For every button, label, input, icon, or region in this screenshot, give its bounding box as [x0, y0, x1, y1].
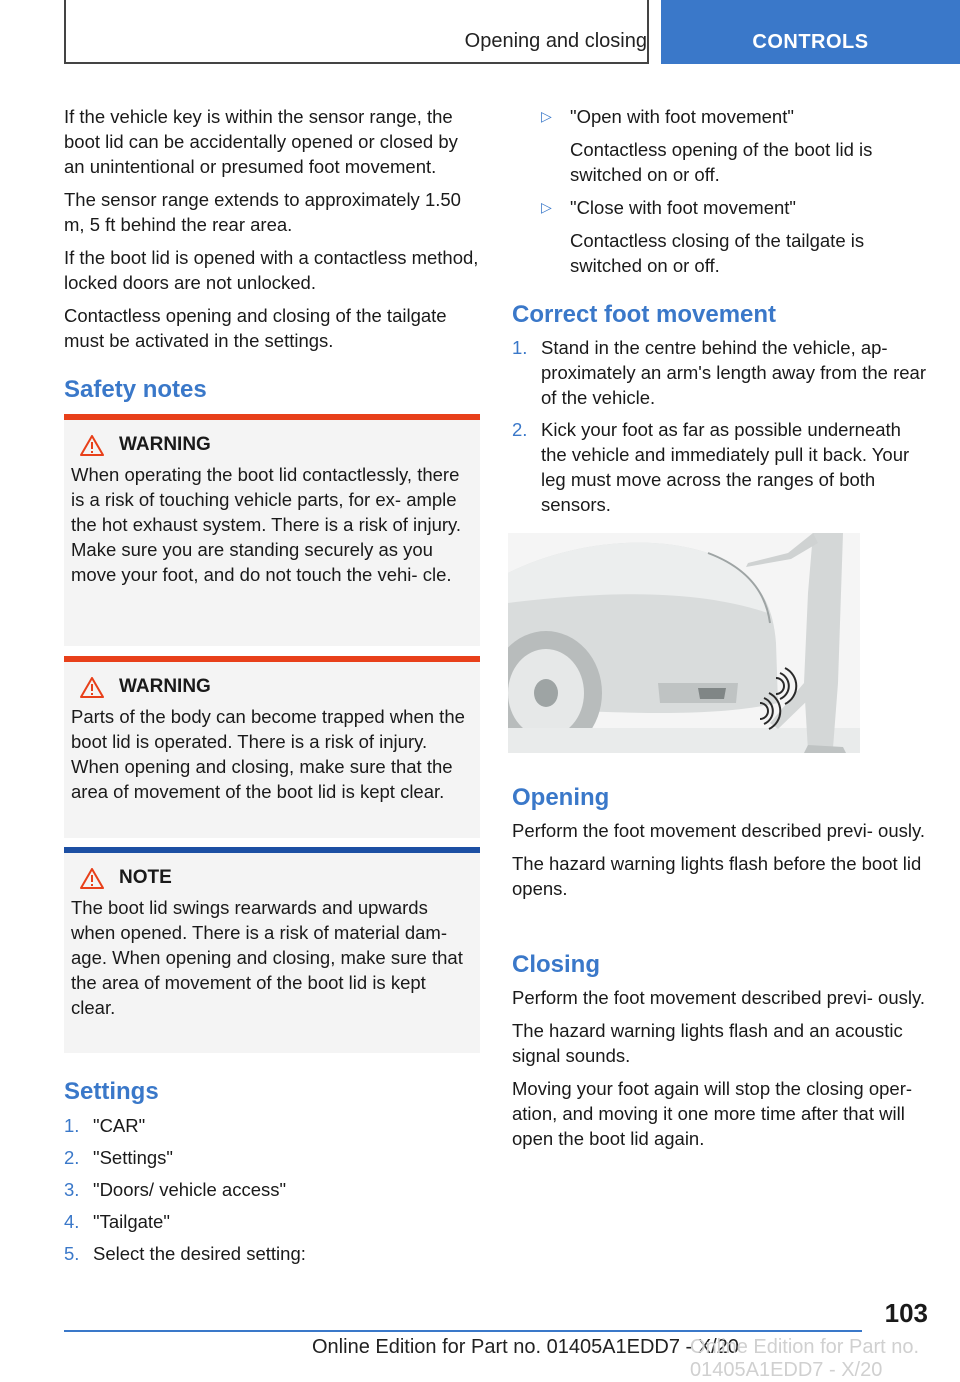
- list-item: 2. "Settings": [64, 1147, 173, 1168]
- settings-list: [64, 1113, 480, 1273]
- list-item: 4. "Tailgate": [64, 1211, 170, 1232]
- paragraph: Perform the foot movement described previ- ously.: [512, 987, 925, 1008]
- list-item: 5. Select the desired setting:: [64, 1243, 306, 1264]
- note-text: The boot lid swings rearwards and upwards when opened. There is a risk of material dam- age. When opening and closing, make sure that the area of movement of the boot lid is kept clear.: [71, 897, 463, 1018]
- triangle-right-icon: ▷: [541, 199, 552, 215]
- settings-heading: Settings: [64, 1078, 159, 1105]
- warning-text: When operating the boot lid contactlessly, there is a risk of touching vehicle parts, for ex- ample the hot exhaust system. There is a risk of injury. Make sure you are standing securely as you move your foot, and do not touch the vehi- cle.: [71, 464, 462, 585]
- correct-foot-movement-heading: Correct foot movement: [512, 301, 777, 328]
- list-item: ▷ "Close with foot movement" Contactless closing of the tailgate is switched on or off.: [541, 197, 865, 276]
- paragraph: The sensor range extends to approximately 1.50 m, 5 ft behind the rear area.: [64, 189, 461, 235]
- warning-box: [64, 414, 480, 646]
- foot-movement-illustration: [508, 533, 860, 753]
- warning-triangle-icon: [80, 677, 104, 698]
- opening-heading: Opening: [512, 784, 610, 811]
- paragraph: The hazard warning lights flash and an acoustic signal sounds.: [512, 1020, 903, 1066]
- triangle-right-icon: ▷: [541, 108, 552, 124]
- note-title: NOTE: [71, 867, 474, 889]
- steps-list: [512, 335, 928, 524]
- warning-title: WARNING: [71, 676, 474, 698]
- left-column: [64, 104, 480, 361]
- warning-title: WARNING: [71, 434, 474, 456]
- paragraph: Contactless opening and closing of the tailgate must be activated in the settings.: [64, 305, 447, 351]
- paragraph: If the boot lid is opened with a contactless method, locked doors are not unlocked.: [64, 247, 479, 293]
- safety-notes-heading: Safety notes: [64, 376, 207, 403]
- paragraph: Moving your foot again will stop the closing oper- ation, and moving it one more time after that will open the boot lid again.: [512, 1078, 913, 1149]
- note-box: [64, 847, 480, 1053]
- list-item: ▷ "Open with foot movement" Contactless opening of the boot lid is switched on or off.: [541, 106, 873, 185]
- list-item: 1. Stand in the centre behind the vehicle, ap- proximately an arm's length away from the rear of the vehicle.: [512, 337, 926, 408]
- page-number: 103: [884, 1298, 928, 1328]
- list-item: 3. "Doors/ vehicle access": [64, 1179, 287, 1200]
- closing-text: [512, 985, 932, 1159]
- warning-triangle-icon: [80, 868, 104, 889]
- options-list: [512, 104, 928, 286]
- paragraph: The hazard warning lights flash before the boot lid opens.: [512, 853, 922, 899]
- footer-edition: Online Edition for Part no. 01405A1EDD7 - X/20: [312, 1336, 739, 1358]
- paragraph: If the vehicle key is within the sensor range, the boot lid can be accidentally opened or closed by an unintentional or presumed foot movement.: [64, 106, 458, 177]
- opening-text: [512, 818, 932, 909]
- warning-triangle-icon: [80, 435, 104, 456]
- header-section-title: Opening and closing: [464, 30, 647, 52]
- watermark: Online Edition for Part no. 01405A1EDD7 - X/20: [690, 1336, 920, 1381]
- footer-divider: [64, 1330, 862, 1332]
- list-item: 1. "CAR": [64, 1115, 146, 1136]
- list-item: 2. Kick your foot as far as possible underneath the vehicle and immediately pull it back. Your leg must move across the ranges of both sensors.: [512, 419, 910, 515]
- paragraph: Perform the foot movement described previ- ously.: [512, 820, 925, 841]
- warning-text: Parts of the body can become trapped when the boot lid is operated. There is a risk of injury. When opening and closing, make sure that the area of movement of the boot lid is kept clear.: [71, 706, 465, 802]
- warning-box: [64, 656, 480, 838]
- closing-heading: Closing: [512, 951, 600, 978]
- header-tab-controls: CONTROLS: [661, 0, 960, 64]
